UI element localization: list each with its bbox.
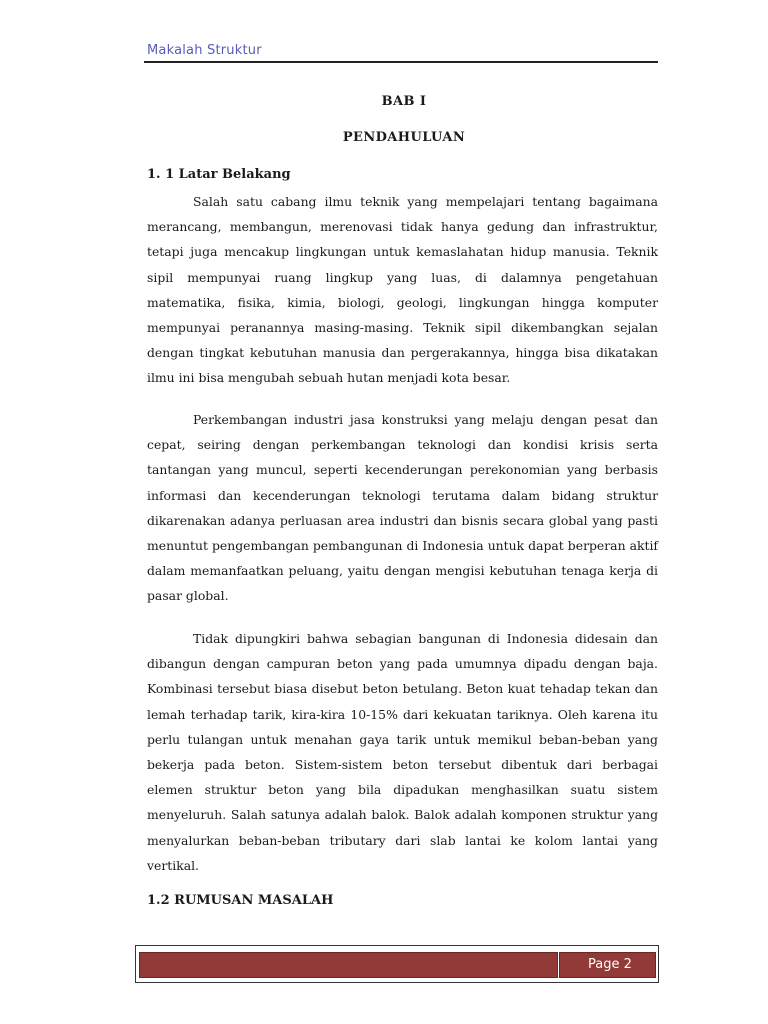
- section-heading-background: 1. 1 Latar Belakang: [147, 167, 291, 182]
- paragraph-2: Perkembangan industri jasa konstruksi yang melaju dengan pesat dan cepat, seiring dengan perkembangan teknologi dan kondisi krisis serta tantangan yang muncul, seperti kecenderungan perekonomian yang berbasis informasi dan kecenderungan teknologi terutama dalam bidang struktur dikarenakan adanya perluasan area industri dan bisnis secara global yang pasti menuntut pengembangan pembangunan di Indonesia untuk dapat berperan aktif dalam memanfaatkan peluang, yaitu dengan mengisi kebutuhan tenaga kerja di pasar global.: [147, 412, 658, 604]
- section-heading-problem: 1.2 RUMUSAN MASALAH: [147, 893, 334, 908]
- page-footer: [135, 945, 659, 983]
- paragraph-1: Salah satu cabang ilmu teknik yang mempelajari tentang bagaimana merancang, membangun, merenovasi tidak hanya gedung dan infrastruktur, tetapi juga mencakup lingkungan untuk kemaslahatan hidup manusia. Teknik sipil mempunyai ruang lingkup yang luas, di dalamnya pengetahuan matematika, fisika, kimia, biologi, geologi, lingkungan hingga komputer mempunyai peranannya masing-masing. Teknik sipil dikembangkan sejalan dengan tingkat kebutuhan manusia dan pergerakannya, hingga bisa dikatakan ilmu ini bisa mengubah sebuah hutan menjadi kota besar.: [147, 194, 658, 386]
- running-header-title: Makalah Struktur: [147, 43, 262, 58]
- page-number: Page 2: [559, 952, 656, 978]
- paragraph-3: Tidak dipungkiri bahwa sebagian bangunan di Indonesia didesain dan dibangun dengan campuran beton yang pada umumnya dipadu dengan baja. Kombinasi tersebut biasa disebut beton betulang. Beton kuat tehadap tekan dan lemah terhadap tarik, kira-kira 10-15% dari kekuatan tariknya. Oleh karena itu perlu tulangan untuk menahan gaya tarik untuk memikul beban-beban yang bekerja pada beton. Sistem-sistem beton tersebut dibentuk dari berbagai elemen struktur beton yang bila dipadukan menghasilkan suatu sistem menyeluruh. Salah satunya adalah balok. Balok adalah komponen struktur yang menyalurkan beban-beban tributary dari slab lantai ke kolom lantai yang vertikal.: [147, 631, 658, 873]
- chapter-label: BAB I: [381, 94, 427, 109]
- chapter-title: PENDAHULUAN: [342, 130, 466, 145]
- header-rule: [144, 61, 658, 63]
- footer-accent-bar: [139, 952, 558, 978]
